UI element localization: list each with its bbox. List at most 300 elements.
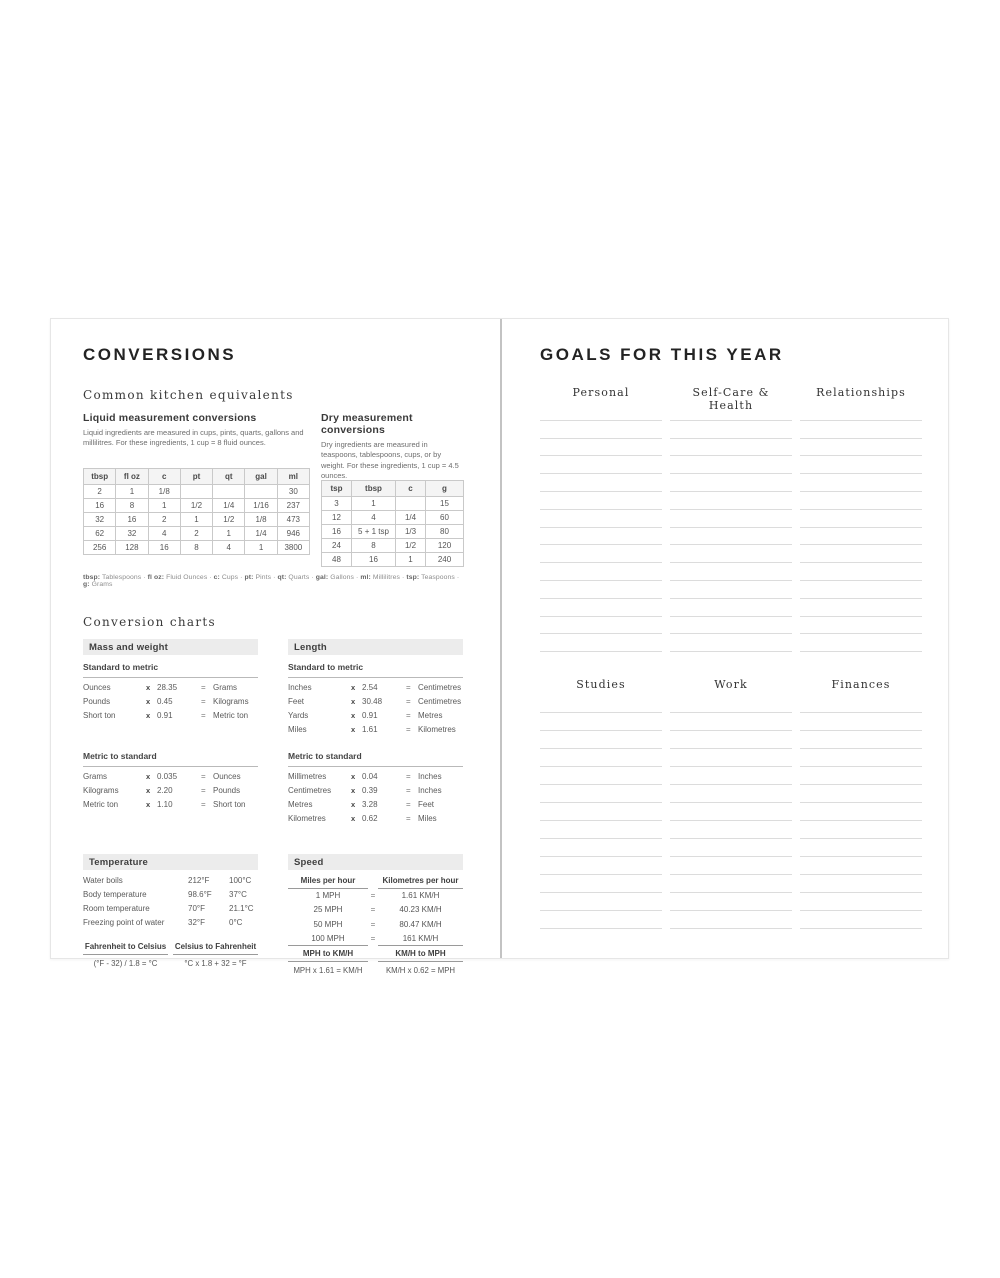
conversion-factor: 2.20	[157, 786, 173, 796]
conversion-result: Ounces	[213, 772, 241, 782]
goal-section-heading: Studies	[576, 678, 626, 692]
table-cell: 1	[352, 497, 396, 511]
conversion-label: Short ton	[83, 711, 116, 721]
table-header-cell: fl oz	[116, 469, 148, 485]
temperature-formulas	[83, 942, 258, 968]
goal-lines	[800, 695, 922, 929]
equals-symbol: =	[406, 814, 411, 824]
speed-gap	[368, 962, 378, 975]
speed-table	[288, 876, 463, 976]
goal-section-heading: Work	[714, 678, 748, 692]
ruled-line	[540, 911, 662, 929]
table-cell: 3800	[277, 541, 309, 555]
equals-symbol: =	[201, 711, 206, 721]
ruled-line	[540, 713, 662, 731]
footnote-meaning: Pints	[253, 574, 272, 581]
footnote-abbr: pt:	[244, 574, 254, 581]
mass-length-grid	[83, 639, 463, 826]
equals-symbol: =	[406, 725, 411, 735]
conversion-row	[83, 784, 258, 798]
ruled-line	[670, 563, 792, 581]
ruled-line	[540, 695, 662, 713]
ruled-line	[670, 857, 792, 875]
multiply-symbol: x	[351, 711, 356, 721]
ruled-line	[540, 421, 662, 439]
kmh-value: 1.61 KM/H	[401, 891, 440, 901]
ruled-line	[540, 581, 662, 599]
table-cell: 4	[213, 541, 245, 555]
conversion-row	[288, 709, 463, 723]
conversion-result: Kilograms	[213, 697, 249, 707]
standard-to-metric-heading: Standard to metric	[288, 662, 463, 678]
footnote-meaning: Gallons	[328, 574, 354, 581]
conversion-row	[83, 695, 258, 709]
table-cell: 1/4	[396, 511, 426, 525]
conversion-label: Kilograms	[83, 786, 119, 796]
table-cell: 8	[116, 499, 148, 513]
conversion-label: Pounds	[83, 697, 111, 707]
ruled-line	[540, 474, 662, 492]
conversion-factor: 0.91	[362, 711, 378, 721]
table-cell: 4	[352, 511, 396, 525]
kmh-value: 80.47 KM/H	[399, 919, 442, 929]
ruled-line	[800, 456, 922, 474]
ruled-line	[670, 749, 792, 767]
conversion-label: Miles	[288, 725, 307, 735]
multiply-symbol: x	[351, 800, 356, 810]
footnote-meaning: Grams	[89, 581, 113, 588]
celsius-value: 100°C	[229, 876, 252, 885]
mph-value: 50 MPH	[313, 919, 343, 929]
conversion-row	[83, 709, 258, 723]
footnote-meaning: Cups	[219, 574, 239, 581]
length-metric-to-standard	[288, 751, 463, 826]
dry-conversions-description: Dry ingredients are measured in teaspoons, tablespoons, cups, or by weight. For these ingredients, 1 cup = 4.5 ounces.	[321, 440, 459, 480]
table-cell: 8	[352, 539, 396, 553]
footnote-abbr: ml:	[360, 574, 371, 581]
table-cell: 1/2	[180, 499, 212, 513]
conversion-result: Feet	[418, 800, 435, 810]
length-column	[288, 639, 463, 826]
ruled-line	[800, 599, 922, 617]
table-cell: 1	[396, 553, 426, 567]
ruled-line	[540, 439, 662, 457]
fahrenheit-value: 98.6°F	[188, 889, 212, 899]
mass-metric-rows	[83, 770, 258, 812]
table-cell: 2	[148, 513, 180, 527]
footnote-meaning: Tablespoons	[100, 574, 142, 581]
equals-symbol: =	[370, 905, 376, 915]
footnote-meaning: Fluid Ounces	[164, 574, 208, 581]
conversion-label: Yards	[288, 711, 309, 721]
mass-metric-to-standard	[83, 751, 258, 812]
conversion-row	[83, 681, 258, 695]
ruled-line	[540, 599, 662, 617]
footnote-meaning: Millilitres	[370, 574, 400, 581]
ruled-line	[670, 439, 792, 457]
conversion-result: Kilometres	[418, 725, 456, 735]
table-cell: 12	[322, 511, 352, 525]
temperature-label: Water boils	[83, 876, 123, 885]
ruled-line	[800, 713, 922, 731]
mph-column-heading: Miles per hour	[288, 876, 368, 889]
temperature-label: Room temperature	[83, 903, 150, 913]
mass-weight-band: Mass and weight	[83, 639, 258, 655]
ruled-line	[800, 731, 922, 749]
multiply-symbol: x	[351, 772, 356, 782]
conversion-factor: 0.39	[362, 786, 378, 796]
table-cell: 32	[116, 527, 148, 541]
table-header-cell: qt	[213, 469, 245, 485]
table-cell: 16	[84, 499, 116, 513]
conversion-label: Grams	[83, 772, 107, 782]
ruled-line	[540, 528, 662, 546]
goals-top-row	[540, 386, 922, 652]
conversion-label: Millimetres	[288, 772, 327, 782]
speed-band: Speed	[288, 854, 463, 870]
conversion-label: Centimetres	[288, 786, 332, 796]
table-row	[84, 541, 310, 555]
page-title: CONVERSIONS	[83, 345, 237, 364]
table-cell: 15	[426, 497, 464, 511]
table-cell: 1/16	[245, 499, 277, 513]
metric-to-standard-heading: Metric to standard	[83, 751, 258, 767]
speed-row	[288, 903, 463, 917]
ruled-line	[670, 510, 792, 528]
ruled-line	[800, 528, 922, 546]
goal-section-heading: Self-Care & Health	[692, 386, 770, 412]
conversions-page	[51, 319, 500, 976]
goal-lines	[540, 403, 662, 652]
table-cell: 1/3	[396, 525, 426, 539]
table-cell: 1/8	[148, 485, 180, 499]
goal-section-heading: Personal	[572, 386, 630, 399]
conversion-factor: 3.28	[362, 800, 378, 810]
mass-standard-to-metric	[83, 662, 258, 744]
table-cell	[180, 485, 212, 499]
ruled-line	[540, 749, 662, 767]
ruled-line	[800, 821, 922, 839]
length-standard-rows	[288, 681, 463, 737]
ruled-line	[800, 563, 922, 581]
conversion-result: Centimetres	[418, 683, 462, 693]
conversion-result: Inches	[418, 786, 442, 796]
conversion-factor: 0.62	[362, 814, 378, 824]
table-row	[322, 511, 464, 525]
ruled-line	[800, 581, 922, 599]
temperature-row	[83, 901, 258, 915]
conversion-result: Centimetres	[418, 697, 462, 707]
mass-weight-column	[83, 639, 258, 826]
temperature-row	[83, 887, 258, 901]
ruled-line	[540, 893, 662, 911]
liquid-conversions-table	[83, 468, 310, 555]
mass-standard-rows	[83, 681, 258, 723]
temperature-column	[83, 854, 258, 976]
ruled-line	[540, 510, 662, 528]
table-row	[84, 513, 310, 527]
table-cell: 1/4	[213, 499, 245, 513]
kmh-column-heading: Kilometres per hour	[378, 876, 463, 889]
page-title: GOALS FOR THIS YEAR	[540, 345, 784, 364]
conversion-factor: 0.035	[157, 772, 178, 782]
ruled-line	[800, 749, 922, 767]
equals-symbol: =	[370, 891, 376, 901]
fahrenheit-value: 70°F	[188, 903, 205, 913]
equals-symbol: =	[406, 683, 411, 693]
speed-row	[288, 931, 463, 945]
ruled-line	[670, 456, 792, 474]
ruled-line	[800, 545, 922, 563]
ruled-line	[670, 731, 792, 749]
table-header-cell: gal	[245, 469, 277, 485]
conversion-row	[288, 784, 463, 798]
table-cell: 4	[148, 527, 180, 541]
conversion-row	[288, 770, 463, 784]
ruled-line	[800, 695, 922, 713]
ruled-line	[670, 713, 792, 731]
kitchen-equivalents-heading: Common kitchen equivalents	[83, 388, 294, 402]
table-row	[84, 499, 310, 513]
ruled-line	[670, 528, 792, 546]
footnote-meaning: Quarts	[286, 574, 310, 581]
ruled-line	[540, 785, 662, 803]
ruled-line	[670, 634, 792, 652]
multiply-symbol: x	[351, 697, 356, 707]
table-row	[84, 527, 310, 541]
ruled-line	[670, 803, 792, 821]
footnote-abbr: fl oz:	[147, 574, 165, 581]
table-cell: 8	[180, 541, 212, 555]
liquid-conversions-heading: Liquid measurement conversions	[83, 412, 257, 424]
multiply-symbol: x	[351, 786, 356, 796]
table-cell: 946	[277, 527, 309, 541]
table-header-cell: tbsp	[84, 469, 116, 485]
speed-gap	[368, 945, 378, 962]
length-metric-rows	[288, 770, 463, 826]
liquid-conversions-column	[83, 412, 321, 567]
ruled-line	[670, 545, 792, 563]
conversion-result: Miles	[418, 814, 437, 824]
speed-gap	[368, 876, 378, 889]
table-cell: 16	[322, 525, 352, 539]
conversion-factor: 28.35	[157, 683, 178, 693]
table-cell: 1	[116, 485, 148, 499]
goal-section	[670, 678, 792, 929]
ruled-line	[540, 456, 662, 474]
ruled-line	[670, 492, 792, 510]
multiply-symbol: x	[146, 786, 151, 796]
conversion-row	[288, 798, 463, 812]
fahrenheit-value: 212°F	[188, 876, 210, 885]
table-cell: 256	[84, 541, 116, 555]
conversion-label: Metres	[288, 800, 313, 810]
length-standard-to-metric	[288, 662, 463, 744]
temperature-label: Freezing point of water	[83, 917, 165, 927]
table-cell: 240	[426, 553, 464, 567]
ruled-line	[540, 545, 662, 563]
ruled-line	[540, 634, 662, 652]
conversion-factor: 30.48	[362, 697, 383, 707]
speed-formulas	[288, 962, 463, 975]
equals-symbol: =	[406, 697, 411, 707]
celsius-value: 37°C	[229, 889, 247, 899]
conversion-result: Grams	[213, 683, 237, 693]
ruled-line	[540, 403, 662, 421]
ruled-line	[800, 421, 922, 439]
conversion-factor: 0.04	[362, 772, 378, 782]
conversion-result: Pounds	[213, 786, 241, 796]
mph-value: 25 MPH	[313, 905, 343, 915]
standard-to-metric-heading: Standard to metric	[83, 662, 258, 678]
ruled-line	[800, 634, 922, 652]
equals-symbol: =	[201, 772, 206, 782]
equals-symbol: =	[201, 786, 206, 796]
equals-symbol: =	[370, 933, 376, 943]
table-header-row	[322, 481, 464, 497]
table-cell: 62	[84, 527, 116, 541]
speed-row	[288, 917, 463, 931]
table-row	[322, 497, 464, 511]
speed-table-headers	[288, 876, 463, 889]
table-header-cell: g	[426, 481, 464, 497]
table-header-cell: ml	[277, 469, 309, 485]
multiply-symbol: x	[146, 800, 151, 810]
footnote-abbr: gal:	[315, 574, 329, 581]
ruled-line	[670, 421, 792, 439]
table-cell: 32	[84, 513, 116, 527]
equals-symbol: =	[406, 786, 411, 796]
multiply-symbol: x	[351, 683, 356, 693]
abbreviations-footnote: tbsp: Tablespoons · fl oz: Fluid Ounces · c: Cups · pt: Pints · qt: Quarts · gal: Gallons · ml: Millilitres · tsp: Teaspoons · g: Grams	[83, 574, 460, 588]
footnote-abbr: tbsp:	[83, 574, 101, 581]
length-band: Length	[288, 639, 463, 655]
mph-value: 1 MPH	[315, 891, 341, 901]
ruled-line	[670, 599, 792, 617]
ruled-line	[540, 563, 662, 581]
ruled-line	[540, 821, 662, 839]
temperature-row	[83, 915, 258, 929]
celsius-to-fahrenheit-heading: Celsius to Fahrenheit	[173, 942, 258, 955]
kitchen-columns	[83, 412, 463, 567]
table-cell: 24	[322, 539, 352, 553]
ruled-line	[800, 617, 922, 635]
kmh-value: 161 KM/H	[402, 933, 439, 943]
speed-column	[288, 854, 463, 976]
mph-to-kmh-formula: MPH x 1.61 = KM/H	[293, 966, 363, 976]
table-cell	[245, 485, 277, 499]
goal-section	[540, 386, 662, 652]
ruled-line	[800, 510, 922, 528]
fahrenheit-value: 32°F	[188, 917, 205, 927]
equals-symbol: =	[406, 711, 411, 721]
fahrenheit-to-celsius-formula: (°F - 32) / 1.8 = °C	[93, 959, 158, 969]
equals-symbol: =	[370, 919, 376, 929]
multiply-symbol: x	[351, 725, 356, 735]
table-cell: 1	[180, 513, 212, 527]
goals-page	[500, 319, 948, 958]
conversion-row	[288, 695, 463, 709]
speed-row	[288, 889, 463, 903]
footnote-abbr: tsp:	[406, 574, 420, 581]
ruled-line	[540, 875, 662, 893]
speed-rows	[288, 889, 463, 946]
ruled-line	[540, 731, 662, 749]
conversion-result: Metric ton	[213, 711, 249, 721]
conversion-factor: 2.54	[362, 683, 378, 693]
table-cell: 1/4	[245, 527, 277, 541]
table-cell: 2	[84, 485, 116, 499]
table-row	[322, 553, 464, 567]
dry-conversions-column	[321, 412, 463, 567]
table-cell: 1	[213, 527, 245, 541]
table-row	[84, 485, 310, 499]
celsius-to-fahrenheit	[173, 942, 258, 968]
ruled-line	[800, 893, 922, 911]
table-cell: 16	[116, 513, 148, 527]
multiply-symbol: x	[146, 711, 151, 721]
goal-lines	[800, 403, 922, 652]
ruled-line	[800, 403, 922, 421]
table-cell: 80	[426, 525, 464, 539]
conversion-label: Ounces	[83, 683, 111, 693]
table-cell: 60	[426, 511, 464, 525]
table-row	[322, 525, 464, 539]
equals-symbol: =	[406, 772, 411, 782]
table-cell: 3	[322, 497, 352, 511]
table-cell: 16	[352, 553, 396, 567]
ruled-line	[540, 767, 662, 785]
equals-symbol: =	[406, 800, 411, 810]
ruled-line	[800, 492, 922, 510]
goals-bottom-row	[540, 678, 922, 929]
temperature-rows	[83, 874, 258, 930]
conversion-row	[288, 723, 463, 737]
conversion-result: Short ton	[213, 800, 246, 810]
ruled-line	[670, 821, 792, 839]
fahrenheit-to-celsius-heading: Fahrenheit to Celsius	[83, 942, 168, 955]
ruled-line	[670, 893, 792, 911]
table-cell: 128	[116, 541, 148, 555]
temperature-band: Temperature	[83, 854, 258, 870]
goal-section	[670, 386, 792, 652]
ruled-line	[800, 785, 922, 803]
table-cell: 1	[245, 541, 277, 555]
mph-to-kmh-heading: MPH to KM/H	[288, 945, 368, 962]
celsius-value: 21.1°C	[229, 903, 254, 913]
goal-section-heading: Relationships	[816, 386, 906, 399]
ruled-line	[800, 474, 922, 492]
ruled-line	[670, 581, 792, 599]
temperature-row	[83, 874, 258, 888]
conversion-result: Inches	[418, 772, 442, 782]
ruled-line	[670, 785, 792, 803]
conversion-factor: 0.45	[157, 697, 173, 707]
goal-lines	[670, 695, 792, 929]
table-cell: 1/8	[245, 513, 277, 527]
ruled-line	[800, 803, 922, 821]
table-header-cell: c	[396, 481, 426, 497]
table-cell: 120	[426, 539, 464, 553]
conversion-result: Metres	[418, 711, 443, 721]
ruled-line	[800, 911, 922, 929]
celsius-value: 0°C	[229, 917, 243, 927]
conversion-factor: 0.91	[157, 711, 173, 721]
table-header-cell: tsp	[322, 481, 352, 497]
ruled-line	[670, 767, 792, 785]
table-cell: 1/2	[396, 539, 426, 553]
ruled-line	[540, 839, 662, 857]
